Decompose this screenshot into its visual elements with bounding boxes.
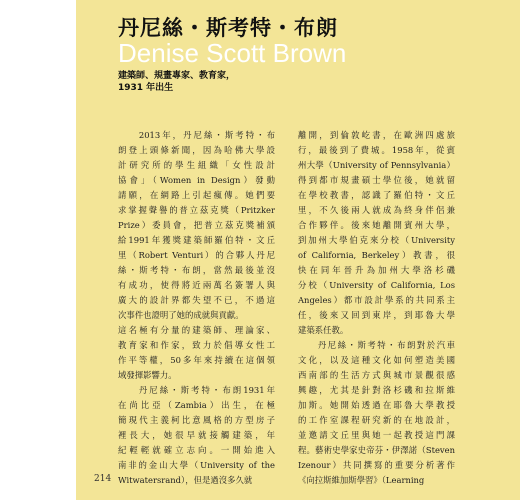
- body-text-line: 次事件也證明了她的成就與貢獻。: [118, 310, 244, 320]
- body-text-line: 在學校教書，認識了羅伯特・文丘: [298, 190, 455, 200]
- body-text-line: 《向拉斯維加斯學習》（Learning: [298, 475, 425, 485]
- page-number: 214: [94, 474, 112, 484]
- body-text-line: Witwatersrand），但是過沒多久就: [118, 475, 253, 485]
- title-english: Denise Scott Brown: [118, 38, 347, 68]
- body-text-line: 南非的金山大學（University of the: [118, 460, 275, 470]
- body-text-line: 裡長大，她很早就接觸建築，年: [118, 430, 275, 440]
- body-text-line: 文化，以及這種文化如何塑造美國: [298, 355, 455, 365]
- body-text-line: 這名極有分量的建築師、理論家、: [118, 325, 275, 335]
- body-text-line: 任，後來又回到東岸，到耶魯大學: [298, 310, 455, 320]
- body-text-line: 紀輕輕就確立志向。一開始進入: [118, 445, 275, 455]
- title-chinese: 丹尼絲・斯考特・布朗: [118, 16, 338, 40]
- body-text-line: 里（Robert Venturi）的合夥人丹尼: [118, 250, 275, 260]
- body-text-line: Prize）委員會，把普立茲克獎補頒: [118, 220, 275, 230]
- body-text-line: 程。藝術史學家史帝芬・伊澤諾（Steven: [298, 445, 455, 455]
- body-text-line: 快在同年晉升為加州大學洛杉磯: [298, 265, 455, 275]
- body-text-line: 教育家和作家，致力於倡導女性工: [118, 340, 275, 350]
- body-text-line: 到加州大學伯克來分校（University: [298, 235, 455, 245]
- subtitle: [118, 70, 235, 94]
- body-text-line: Angeles）都市設計學系的共同系主: [298, 295, 455, 305]
- body-text-line: 行，最後到了費城。1958年，從賓: [298, 145, 455, 155]
- body-text-line: 在尚比亞（Zambia）出生，在極: [118, 400, 275, 410]
- body-text-line: 給1991年獲獎建築師羅伯特・文丘: [118, 235, 275, 245]
- body-text-line: 域發揮影響力。: [118, 370, 177, 380]
- body-text-line: 2013年，丹尼絲・斯考特・布: [118, 130, 275, 140]
- subtitle-born: 1931 年出生: [118, 83, 174, 93]
- body-text-line: of California, Berkeley）教書，很: [298, 250, 455, 260]
- body-text-line: 並邀請文丘里與她一起教授這門課: [298, 430, 455, 440]
- body-text-line: 請願，在網路上引起瘋傳。她們要: [118, 190, 275, 200]
- body-text-line: 計研究所的學生組織「女性設計: [118, 160, 275, 170]
- body-text-line: 西南部的生活方式與城市景觀很感: [298, 370, 455, 380]
- body-text-line: 州大學（University of Pennsylvania）: [298, 160, 455, 170]
- body-text-line: 的工作室課程研究新的在地設計，: [298, 415, 455, 425]
- body-text-line: 有成功，使得將近兩萬名簽署人與: [118, 280, 275, 290]
- body-text-line: 得到都市規畫碩士學位後，她就留: [298, 175, 455, 185]
- body-text-line: Izenour）共同撰寫的重要分析著作: [298, 460, 455, 470]
- body-text-line: 建築系任教。: [298, 325, 349, 335]
- body-text-line: 丹尼絲・斯考特・布朗對於汽車: [298, 340, 455, 350]
- body-text-line: 廣大的設計界都失望不已，不過這: [118, 295, 275, 305]
- body-text-line: 里，不久後兩人就成為終身伴侶兼: [298, 205, 455, 215]
- body-text-line: 求掌握聲譽的普立茲克獎（Pritzker: [118, 205, 275, 215]
- body-text-line: 離開，到倫敦屹書，在歐洲四處旅: [298, 130, 455, 140]
- body-text-line: 分校（University of California, Los: [298, 280, 455, 290]
- body-column-right: [298, 128, 455, 488]
- body-text-line: 興趣，尤其是針對洛杉磯和拉斯維: [298, 385, 455, 395]
- body-text-line: 作平等權，50多年來持續在這個領: [118, 355, 275, 365]
- body-text-line: 丹尼絲・斯考特・布朗1931年: [118, 385, 275, 395]
- body-text-line: 朗登上頭條新聞，因為哈佛大學設: [118, 145, 275, 155]
- body-text-line: 合作夥伴。後來她離開賓州大學，: [298, 220, 455, 230]
- body-column-left: [118, 128, 275, 488]
- body-text-line: 協會」（Women in Design）發動: [118, 175, 275, 185]
- body-text-line: 絲・斯考特・布朗，當然最後並沒: [118, 265, 275, 275]
- subtitle-roles: 建築師、規畫專家、教育家，: [118, 71, 236, 81]
- body-text-line: 簡現代主義柯比意風格的方型房子: [118, 415, 275, 425]
- body-text-line: 加斯。她開始透過在耶魯大學教授: [298, 400, 455, 410]
